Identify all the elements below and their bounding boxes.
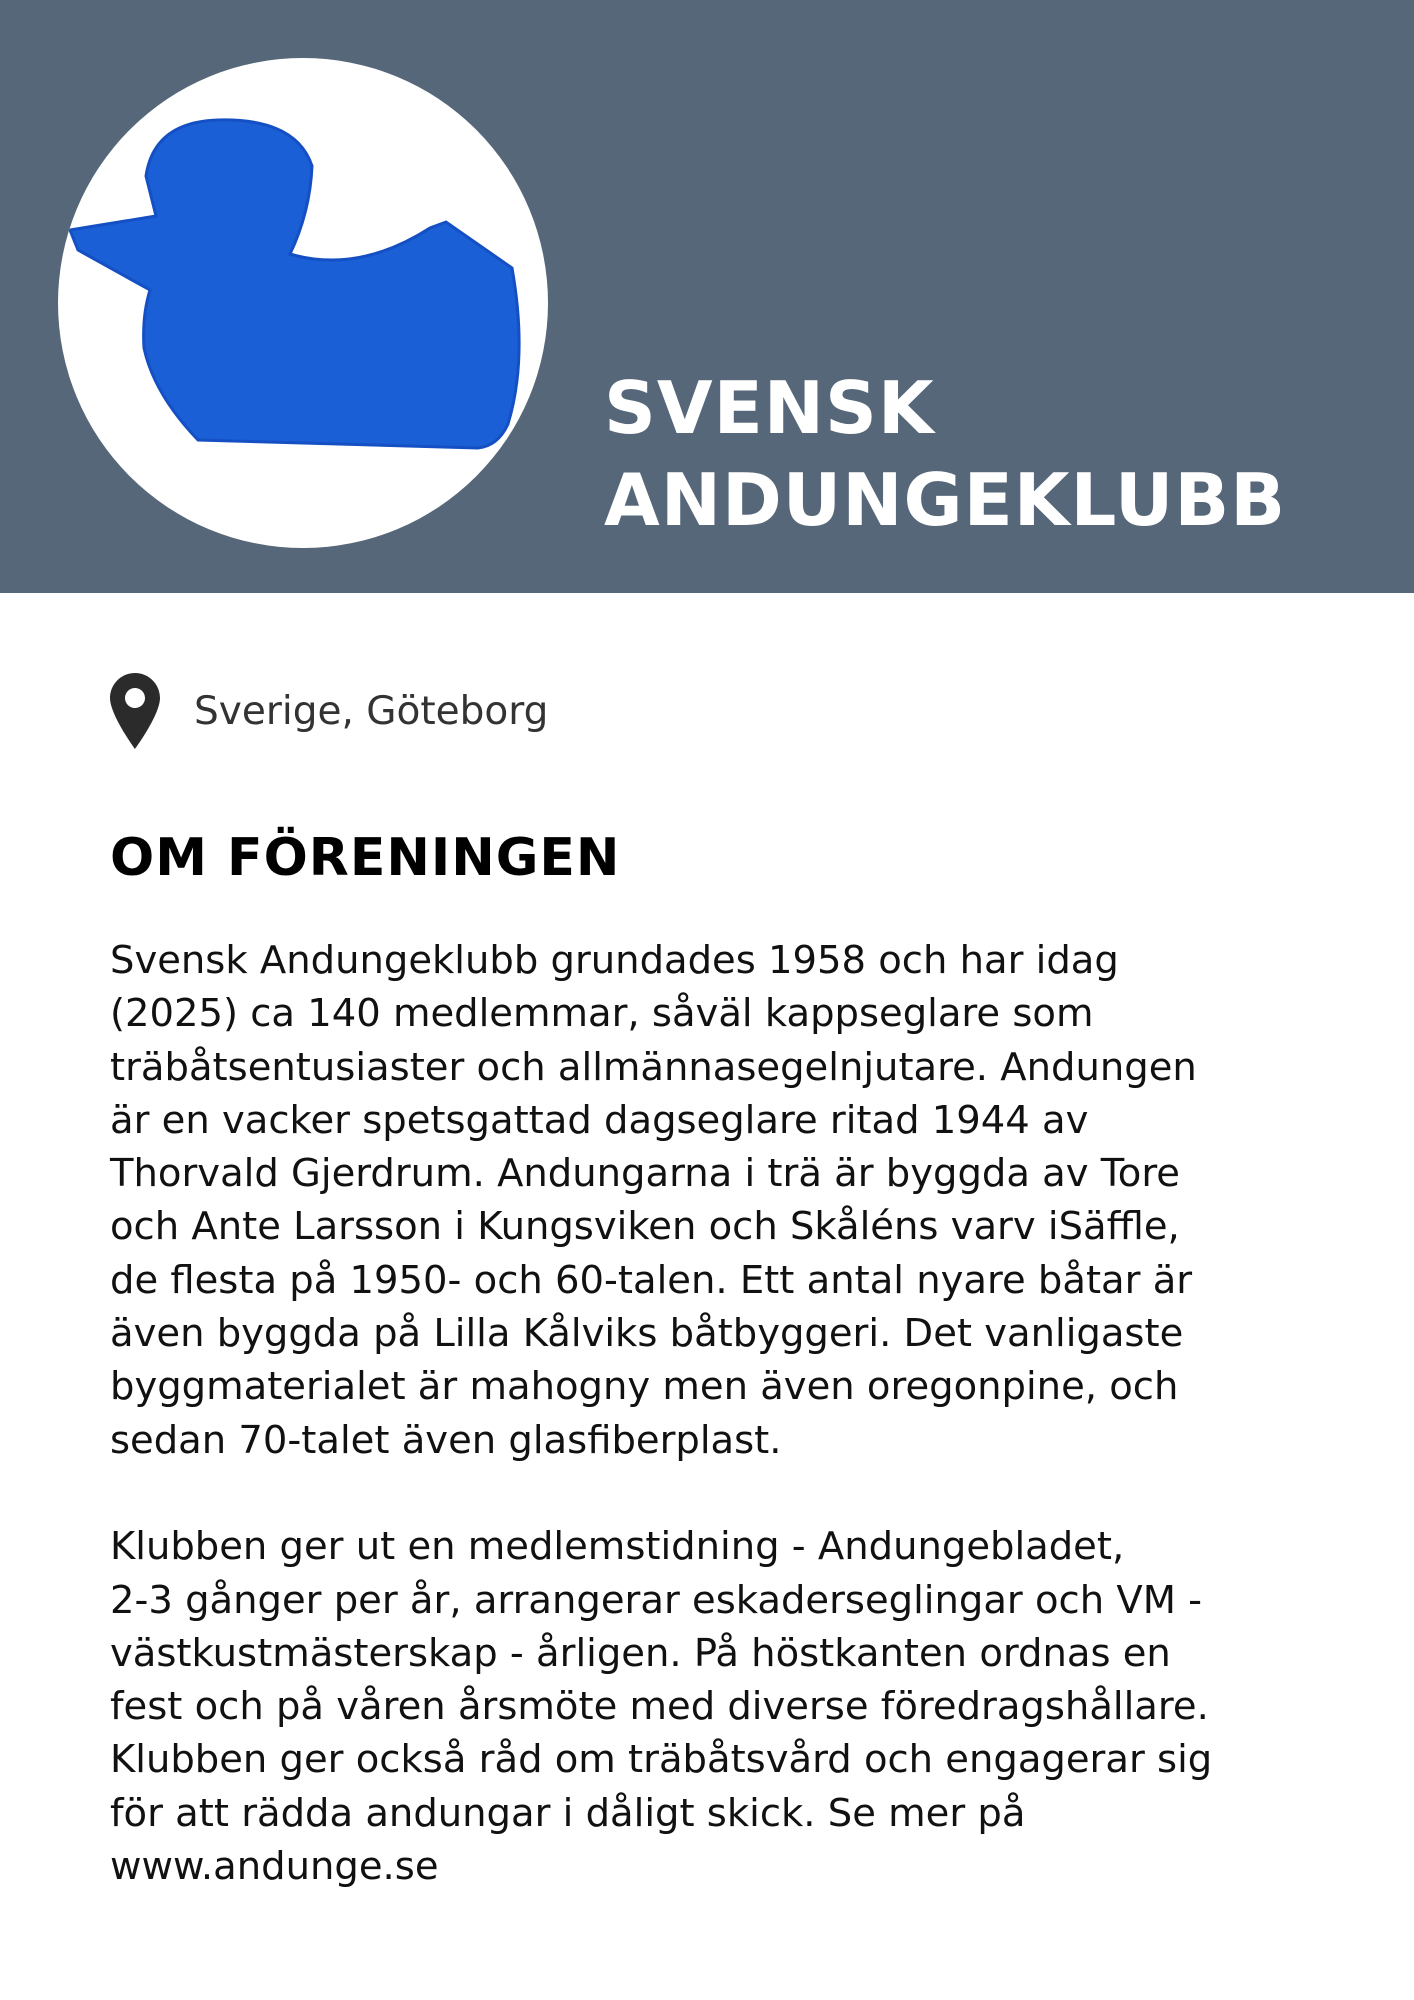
website-link[interactable]: www.andunge.se [110,1844,439,1890]
text-line: och Ante Larsson i Kungsviken och Skåléns varv iSäffle, [110,1204,1180,1250]
text-line: Thorvald Gjerdrum. Andungarna i trä är byggda av Tore [110,1151,1180,1197]
duck-icon [58,58,548,548]
text-line: de flesta på 1950- och 60-talen. Ett antal nyare båtar är [110,1257,1193,1303]
about-body [110,934,1340,1947]
title-line-1: SVENSK [604,366,935,450]
text-line: sedan 70-talet även glasfiberplast. [110,1417,782,1463]
text-line: är en vacker spetsgattad dagseglare ritad 1944 av [110,1097,1089,1143]
title-line-2: ANDUNGEKLUBB [604,458,1287,542]
text-line: för att rädda andungar i dåligt skick. Se mer på [110,1790,1026,1836]
header-banner [0,0,1414,593]
about-paragraph-2 [110,1520,1340,1893]
about-paragraph-1 [110,934,1340,1467]
location-row [110,672,548,750]
text-line: byggmaterialet är mahogny men även oregonpine, och [110,1364,1179,1410]
text-line: (2025) ca 140 medlemmar, såväl kappseglare som [110,991,1094,1037]
text-line: fest och på våren årsmöte med diverse föredragshållare. [110,1684,1209,1730]
text-line: träbåtsentusiaster och allmännasegelnjutare. Andungen [110,1044,1197,1090]
location-text: Sverige, Göteborg [194,688,549,734]
text-line: även byggda på Lilla Kålviks båtbyggeri. Det vanligaste [110,1311,1184,1357]
text-line: 2-3 gånger per år, arrangerar eskaderseglingar och VM - [110,1577,1203,1623]
club-title [604,362,1286,546]
text-line: västkustmästerskap - årligen. På höstkanten ordnas en [110,1630,1171,1676]
about-heading: OM FÖRENINGEN [110,828,621,888]
text-line: Klubben ger ut en medlemstidning - Andungebladet, [110,1524,1125,1570]
club-logo [58,58,548,548]
map-pin-icon [110,673,160,749]
text-line: Klubben ger också råd om träbåtsvård och engagerar sig [110,1737,1213,1783]
text-line: Svensk Andungeklubb grundades 1958 och har idag [110,938,1119,983]
